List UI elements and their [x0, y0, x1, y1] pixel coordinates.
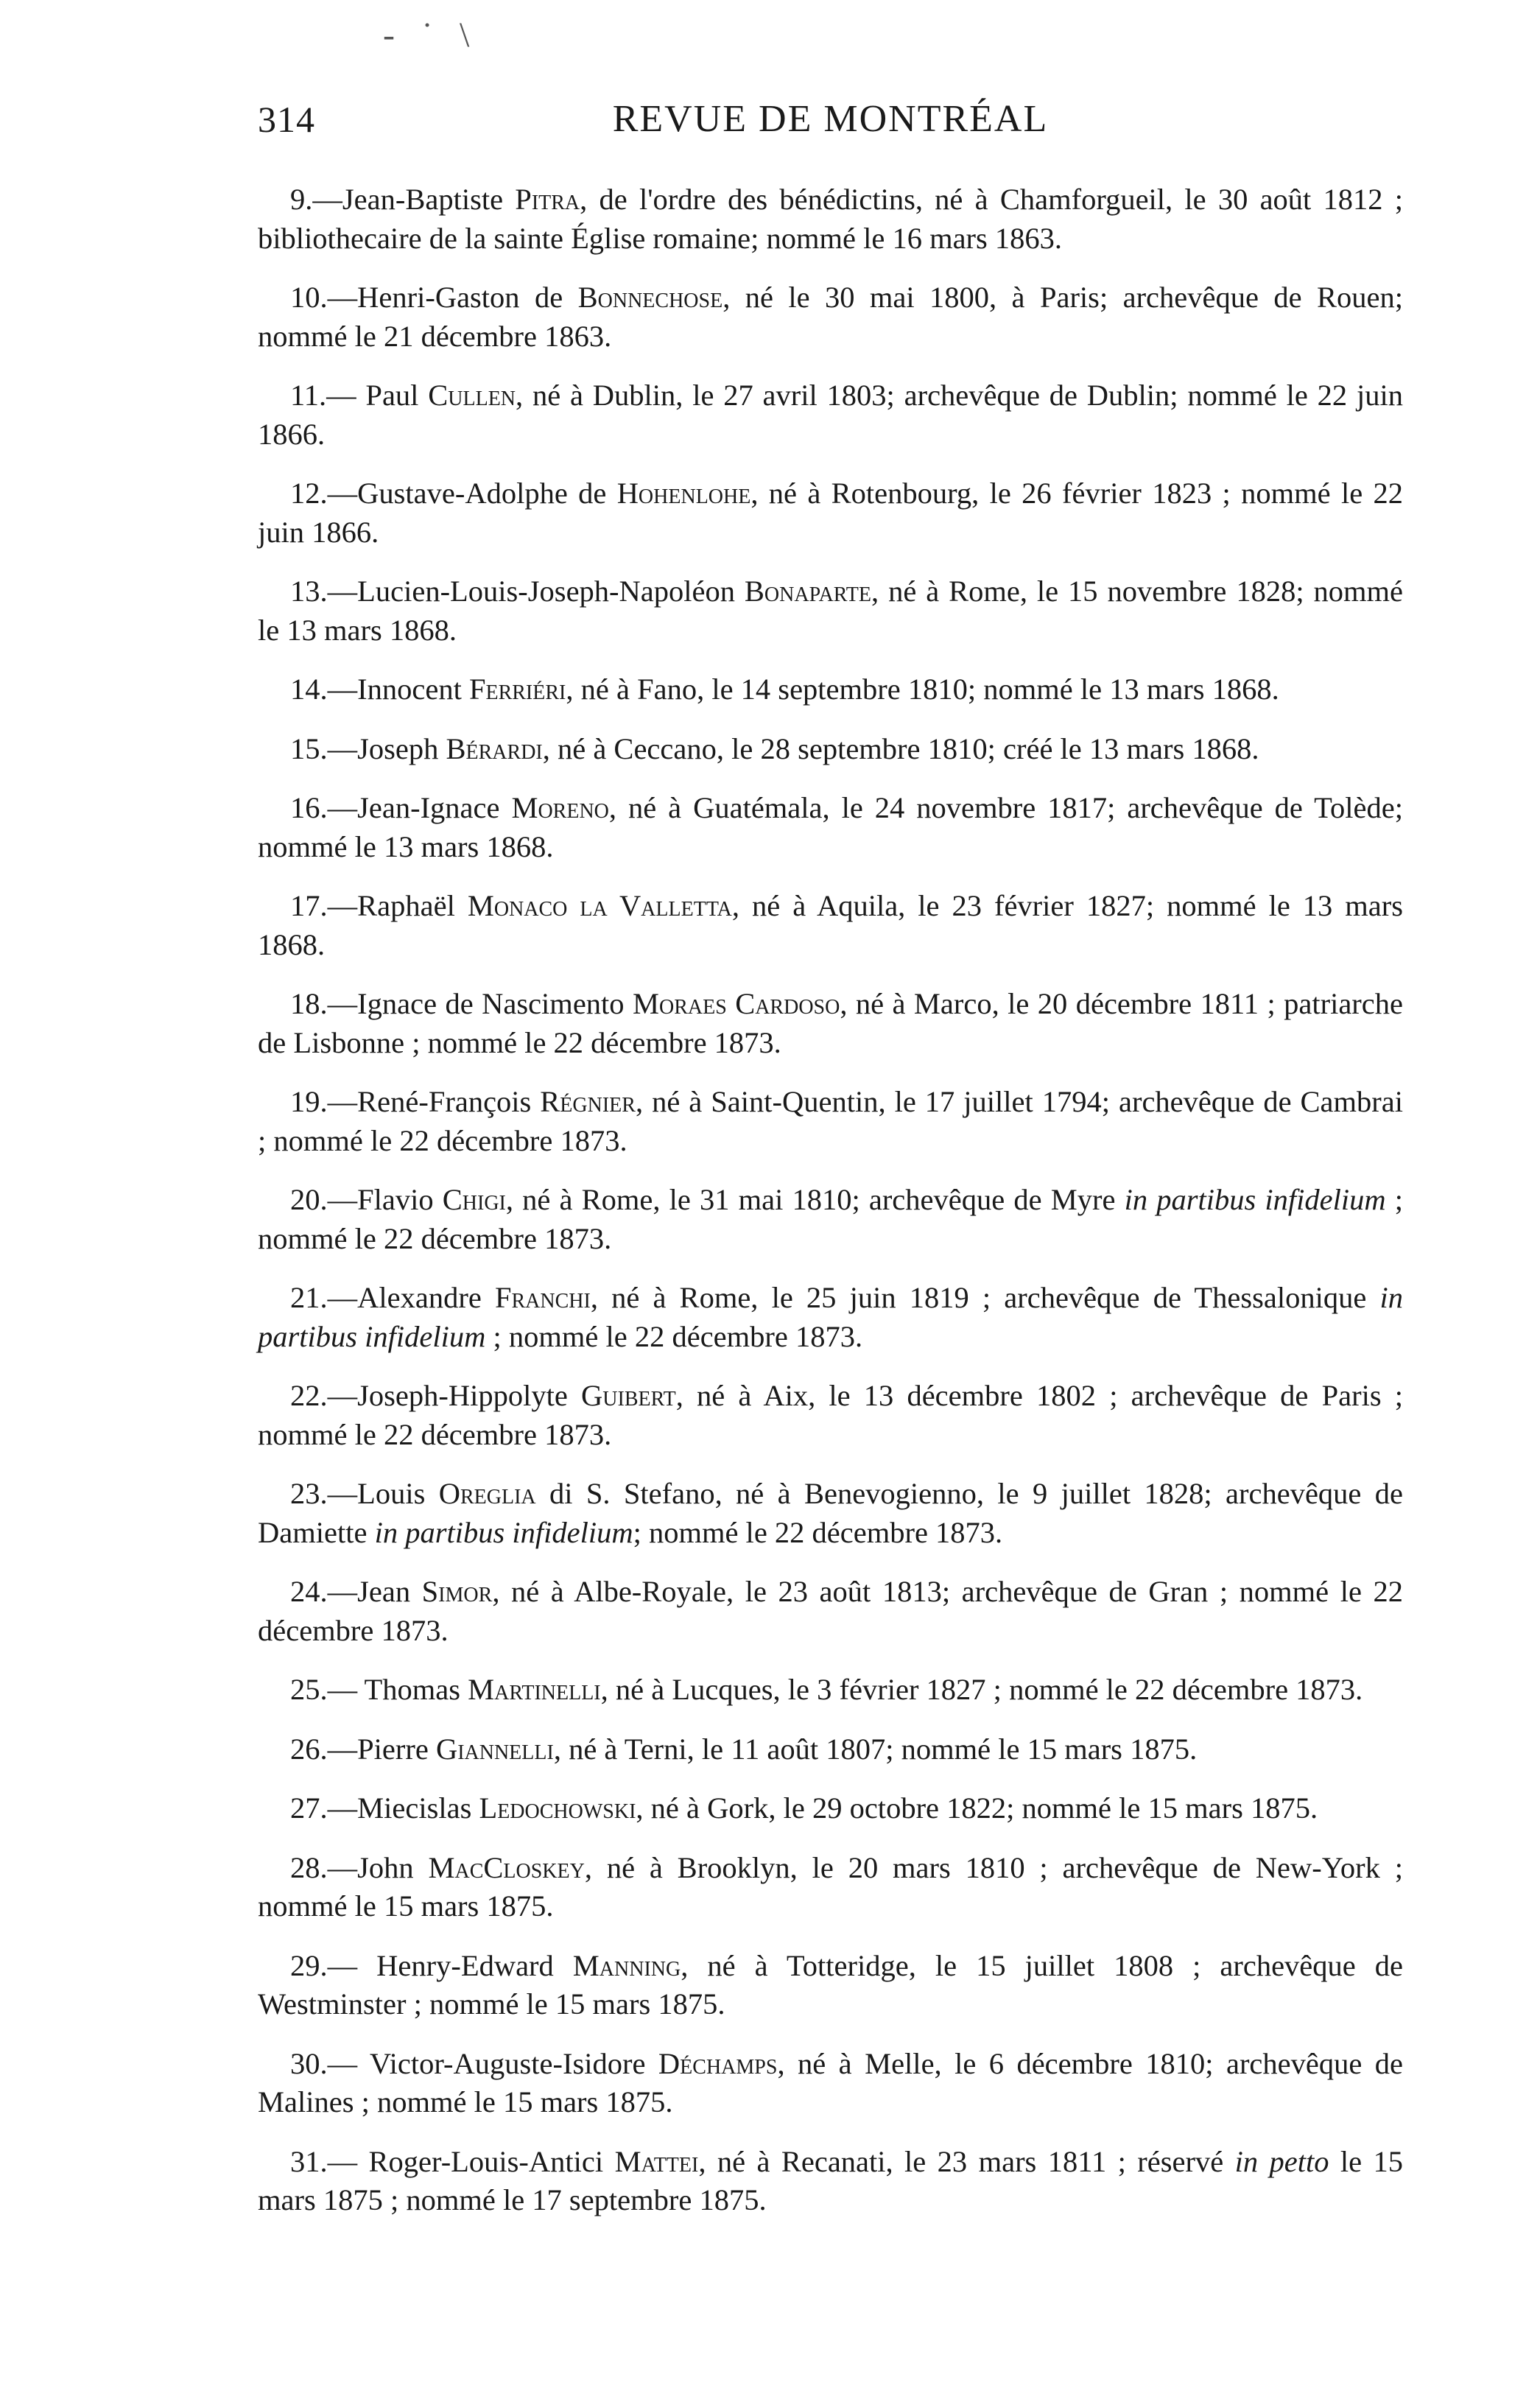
list-item	[258, 1083, 1403, 1160]
entry-text: —Henri-Gaston de	[327, 281, 578, 314]
entry-text: — Victor-Auguste-Isidore	[327, 2046, 658, 2080]
entry-text: , né à Rome, le 15 novembre 1828; nommé le 13 mars 1868.	[258, 575, 1403, 647]
entry-text: , né à Melle, le 6 décembre 1810; archevêque de Malines ; nommé le 15 mars 1875.	[258, 2046, 1403, 2118]
latin-phrase: in partibus infidelium	[1124, 1183, 1386, 1216]
entry-text: , né à Albe-Royale, le 23 août 1813; archevêque de Gran ; nommé le 22 décembre 1873.	[258, 1575, 1403, 1647]
entry-number: 27.	[290, 1791, 328, 1825]
list-item	[258, 2143, 1403, 2220]
entry-number: 19.	[290, 1085, 328, 1118]
entry-text: —Ignace de Nascimento	[327, 987, 633, 1020]
cardinal-surname: Bérardi	[446, 731, 543, 765]
list-item	[258, 474, 1403, 552]
list-item	[258, 2045, 1403, 2122]
entry-number: 9.	[290, 183, 313, 216]
entry-text: — Henry-Edward	[327, 1948, 573, 1982]
list-item	[258, 1789, 1403, 1828]
entry-text: —Joseph-Hippolyte	[327, 1379, 582, 1412]
list-item	[258, 1671, 1403, 1710]
cardinal-surname: Monaco la Valletta	[467, 889, 732, 922]
cardinal-surname: Bonnechose	[577, 281, 723, 314]
cardinal-surname: Hohenlohe	[616, 477, 751, 510]
list-item	[258, 1181, 1403, 1258]
entry-text: , né à Rome, le 31 mai 1810; archevêque de Myre	[505, 1183, 1125, 1216]
entry-text: , né à Totteridge, le 15 juillet 1808 ; archevêque de Westminster ; nommé le 15 mars 1875.	[258, 1948, 1403, 2020]
entry-number: 16.	[290, 791, 328, 824]
page-header	[258, 90, 1403, 149]
list-item	[258, 730, 1403, 769]
entry-number: 29.	[290, 1948, 328, 1982]
list-item	[258, 670, 1403, 709]
cardinal-surname: Giannelli	[435, 1732, 554, 1766]
entry-number: 11.	[290, 379, 327, 412]
entry-text: —Jean	[327, 1575, 422, 1608]
list-item	[258, 1730, 1403, 1769]
entry-text: —Miecislas	[327, 1791, 479, 1825]
list-item	[258, 1279, 1403, 1356]
entry-text: , né à Lucques, le 3 février 1827 ; nommé le 22 décembre 1873.	[600, 1673, 1363, 1706]
cardinal-surname: Franchi	[494, 1281, 591, 1314]
cardinal-surname: Bonaparte	[744, 575, 872, 608]
entry-text: ; nommé le 22 décembre 1873.	[258, 1183, 1403, 1255]
cardinal-surname: Déchamps	[658, 2046, 778, 2080]
scan-specks: - ˙ \	[383, 15, 479, 55]
entry-text: , né à Aquila, le 23 février 1827; nommé le 13 mars 1868.	[258, 889, 1403, 961]
entry-text: —Lucien-Louis-Joseph-Napoléon	[327, 575, 745, 608]
entry-number: 14.	[290, 673, 328, 706]
entry-number: 15.	[290, 731, 328, 765]
cardinal-surname: Moreno	[511, 791, 609, 824]
entry-text: —Jean-Ignace	[327, 791, 512, 824]
list-item	[258, 572, 1403, 650]
list-item	[258, 180, 1403, 258]
cardinal-surname: Chigi	[442, 1183, 506, 1216]
entry-text: ; nommé le 22 décembre 1873.	[633, 1515, 1003, 1549]
entry-number: 28.	[290, 1850, 328, 1884]
cardinal-surname: Guibert	[581, 1379, 676, 1412]
cardinal-surname: Pitra	[515, 183, 580, 216]
entry-number: 24.	[290, 1575, 328, 1608]
entry-text: , de l'ordre des bénédictins, né à Chamforgueil, le 30 août 1812 ; bibliothecaire de la sainte Église romaine; nommé le 16 mars 1863.	[258, 183, 1404, 255]
entry-number: 23.	[290, 1477, 328, 1510]
list-item	[258, 1573, 1403, 1650]
entry-text: , né à Rome, le 25 juin 1819 ; archevêque de Thessalonique	[590, 1281, 1380, 1314]
entry-text: , né à Terni, le 11 août 1807; nommé le 15 mars 1875.	[553, 1732, 1198, 1766]
running-title: REVUE DE MONTRÉAL	[612, 98, 1049, 140]
entry-text: , né à Gork, le 29 octobre 1822; nommé le 15 mars 1875.	[636, 1791, 1318, 1825]
latin-phrase: in petto	[1234, 2144, 1329, 2178]
latin-phrase: in partibus infidelium	[258, 1281, 1403, 1353]
cardinal-surname: Moraes Cardoso	[632, 987, 840, 1020]
list-item	[258, 789, 1403, 866]
list-item	[258, 985, 1403, 1062]
entry-text: , né le 30 mai 1800, à Paris; archevêque de Rouen; nommé le 21 décembre 1863.	[258, 281, 1403, 353]
entry-text: le 15 mars 1875 ; nommé le 17 septembre 1875.	[258, 2144, 1403, 2216]
cardinal-surname: Ledochowski	[479, 1791, 636, 1825]
cardinal-surname: Ferriéri	[468, 673, 566, 706]
list-item	[258, 1849, 1403, 1926]
entry-number: 17.	[290, 889, 328, 922]
entry-number: 22.	[290, 1379, 328, 1412]
entry-text: —Louis	[327, 1477, 439, 1510]
list-item	[258, 1475, 1403, 1552]
entry-number: 12.	[290, 477, 328, 510]
entry-number: 26.	[290, 1732, 328, 1766]
entry-number: 20.	[290, 1183, 328, 1216]
entry-text: , né à Rotenbourg, le 26 février 1823 ; nommé le 22 juin 1866.	[258, 477, 1403, 549]
cardinal-surname: MacCloskey	[428, 1850, 585, 1884]
entry-number: 25.	[290, 1673, 328, 1706]
entry-text: di S. Stefano, né à Benevogienno, le 9 juillet 1828; archevêque de Damiette	[258, 1477, 1403, 1549]
list-item	[258, 1377, 1403, 1454]
entry-number: 18.	[290, 987, 328, 1020]
entry-text: , né à Dublin, le 27 avril 1803; archevêque de Dublin; nommé le 22 juin 1866.	[258, 379, 1403, 451]
entry-text: — Thomas	[327, 1673, 468, 1706]
entry-text: — Paul	[326, 379, 429, 412]
entry-text: , né à Recanati, le 23 mars 1811 ; réservé	[698, 2144, 1235, 2178]
cardinal-surname: Cullen	[428, 379, 516, 412]
entry-text: —John	[327, 1850, 429, 1884]
entry-text: —Pierre	[327, 1732, 436, 1766]
entry-text: —Flavio	[327, 1183, 443, 1216]
entry-number: 13.	[290, 575, 328, 608]
entry-number: 31.	[290, 2144, 328, 2178]
entry-text: —Joseph	[327, 731, 446, 765]
entry-text: ; nommé le 22 décembre 1873.	[485, 1319, 863, 1353]
list-item	[258, 376, 1403, 454]
entry-text: —Alexandre	[327, 1281, 495, 1314]
cardinal-surname: Martinelli	[468, 1673, 601, 1706]
entry-text: , né à Aix, le 13 décembre 1802 ; archevêque de Paris ; nommé le 22 décembre 1873.	[258, 1379, 1404, 1451]
entry-text: —Gustave-Adolphe de	[327, 477, 617, 510]
cardinal-surname: Oreglia	[438, 1477, 536, 1510]
page-number: 314	[258, 99, 315, 140]
entry-text: , né à Ceccano, le 28 septembre 1810; créé le 13 mars 1868.	[542, 731, 1259, 765]
cardinal-surname: Mattei	[614, 2144, 699, 2178]
entry-text: , né à Brooklyn, le 20 mars 1810 ; archevêque de New-York ; nommé le 15 mars 1875.	[258, 1850, 1403, 1923]
entry-text: , né à Fano, le 14 septembre 1810; nommé le 13 mars 1868.	[566, 673, 1279, 706]
cardinal-surname: Régnier	[540, 1085, 636, 1118]
entry-text: —Innocent	[327, 673, 469, 706]
cardinal-surname: Manning	[572, 1948, 681, 1982]
entry-text: , né à Guatémala, le 24 novembre 1817; archevêque de Tolède; nommé le 13 mars 1868.	[258, 791, 1403, 863]
entry-number: 21.	[290, 1281, 328, 1314]
list-item	[258, 1947, 1403, 2024]
list-item	[258, 278, 1403, 356]
list-item	[258, 887, 1403, 964]
entry-number: 10.	[290, 281, 328, 314]
entry-list	[258, 180, 1403, 2241]
entry-number: 30.	[290, 2046, 328, 2080]
entry-text: — Roger-Louis-Antici	[327, 2144, 615, 2178]
entry-text: , né à Marco, le 20 décembre 1811 ; patriarche de Lisbonne ; nommé le 22 décembre 1873.	[258, 987, 1403, 1059]
entry-text: —Jean-Baptiste	[312, 183, 516, 216]
latin-phrase: in partibus infidelium	[374, 1515, 633, 1549]
cardinal-surname: Simor	[421, 1575, 493, 1608]
entry-text: , né à Saint-Quentin, le 17 juillet 1794; archevêque de Cambrai ; nommé le 22 décembre 1873.	[258, 1085, 1403, 1157]
entry-text: —Raphaël	[327, 889, 468, 922]
entry-text: —René-François	[327, 1085, 541, 1118]
